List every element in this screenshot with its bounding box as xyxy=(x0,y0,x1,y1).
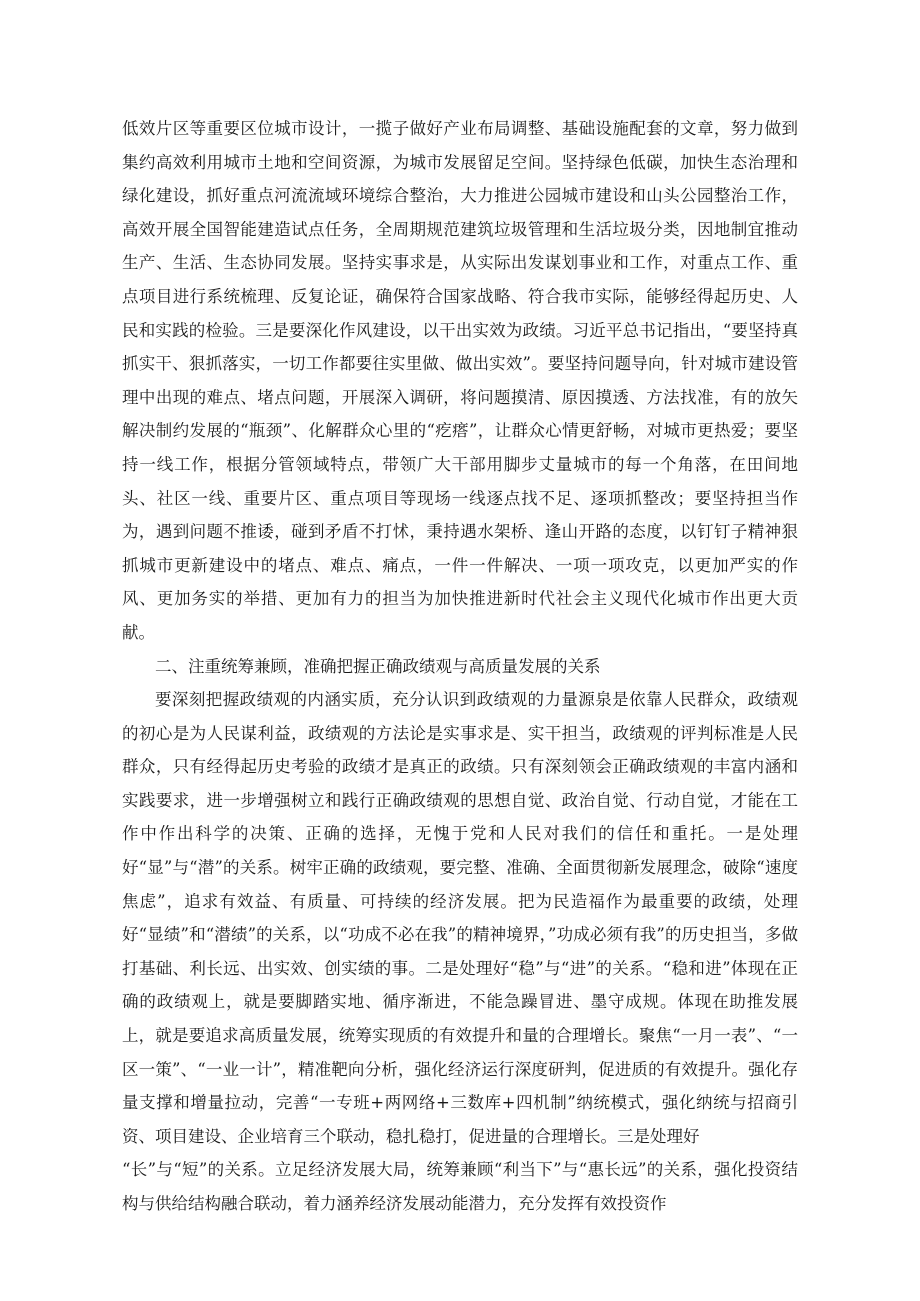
document-body xyxy=(122,112,798,1221)
body-paragraph-continuation: 低效片区等重要区位城市设计，一揽子做好产业布局调整、基础设施配套的文章，努力做到集约高效利用城市土地和空间资源，为城市发展留足空间。坚持绿色低碳，加快生态治理和绿化建设，抓好重点河流流域环境综合整治，大力推进公园城市建设和山头公园整治工作，高效开展全国智能建造试点任务，全周期规范建筑垃圾管理和生活垃圾分类，因地制宜推动生产、生活、生态协同发展。坚持实事求是，从实际出发谋划事业和工作，对重点工作、重点项目进行系统梳理、反复论证，确保符合国家战略、符合我市实际，能够经得起历史、人民和实践的检验。三是要深化作风建设，以干出实效为政绩。习近平总书记指出，“要坚持真抓实干、狠抓落实，一切工作都要往实里做、做出实效”。要坚持问题导向，针对城市建设管理中出现的难点、堵点问题，开展深入调研，将问题摸清、原因摸透、方法找准，有的放矢解决制约发展的“瓶颈”、化解群众心里的“疙瘩”，让群众心情更舒畅，对城市更热爱；要坚持一线工作，根据分管领域特点，带领广大干部用脚步丈量城市的每一个角落，在田间地头、社区一线、重要片区、重点项目等现场一线逐点找不足、逐项抓整改；要坚持担当作为，遇到问题不推诿，碰到矛盾不打怵，秉持遇水架桥、逢山开路的态度，以钉钉子精神狠抓城市更新建设中的堵点、难点、痛点，一件一件解决、一项一项攻克，以更加严实的作风、更加务实的举措、更加有力的担当为加快推进新时代社会主义现代化城市作出更大贡献。 xyxy=(122,119,798,642)
body-paragraph-section-2: 要深刻把握政绩观的内涵实质，充分认识到政绩观的力量源泉是依靠人民群众，政绩观的初心是为人民谋利益，政绩观的方法论是实事求是、实干担当，政绩观的评判标准是人民群众，只有经得起历史考验的政绩才是真正的政绩。只有深刻领会正确政绩观的丰富内涵和实践要求，进一步增强树立和践行正确政绩观的思想自觉、政治自觉、行动自觉，才能在工作中作出科学的决策、正确的选择，无愧于党和人民对我们的信任和重托。一是处理好“显”与“潜”的关系。树牢正确的政绩观，要完整、准确、全面贯彻新发展理念，破除“速度焦虑”，追求有效益、有质量、可持续的经济发展。把为民造福作为最重要的政绩，处理好“显绩”和“潜绩”的关系，以“功成不必在我”的精神境界，”功成必须有我”的历史担当，多做打基础、利长远、出实效、创实绩的事。二是处理好“稳”与“进”的关系。“稳和进”体现在正确的政绩观上，就是要脚踏实地、循序渐进，不能急躁冒进、墨守成规。体现在助推发展上，就是要追求高质量发展，统筹实现质的有效提升和量的合理增长。聚焦“一月一表”、“一区一策”、“一业一计”，精准靶向分析，强化经济运行深度研判，促进质的有效提升。强化存量支撑和增量拉动，完善“一专班+两网络+三数库+四机制”纳统模式，强化纳统与招商引资、项目建设、企业培育三个联动，稳扎稳打，促进量的合理增长。三是处理好 xyxy=(122,690,798,1146)
body-paragraph-tail: “长”与“短”的关系。立足经济发展大局，统筹兼顾“利当下”与“惠长远”的关系，强化投资结构与供给结构融合联动，着力涵养经济发展动能潜力，充分发挥有效投资作 xyxy=(122,1160,798,1213)
section-heading-2: 二、注重统筹兼顾，准确把握正确政绩观与高质量发展的关系 xyxy=(155,656,601,676)
